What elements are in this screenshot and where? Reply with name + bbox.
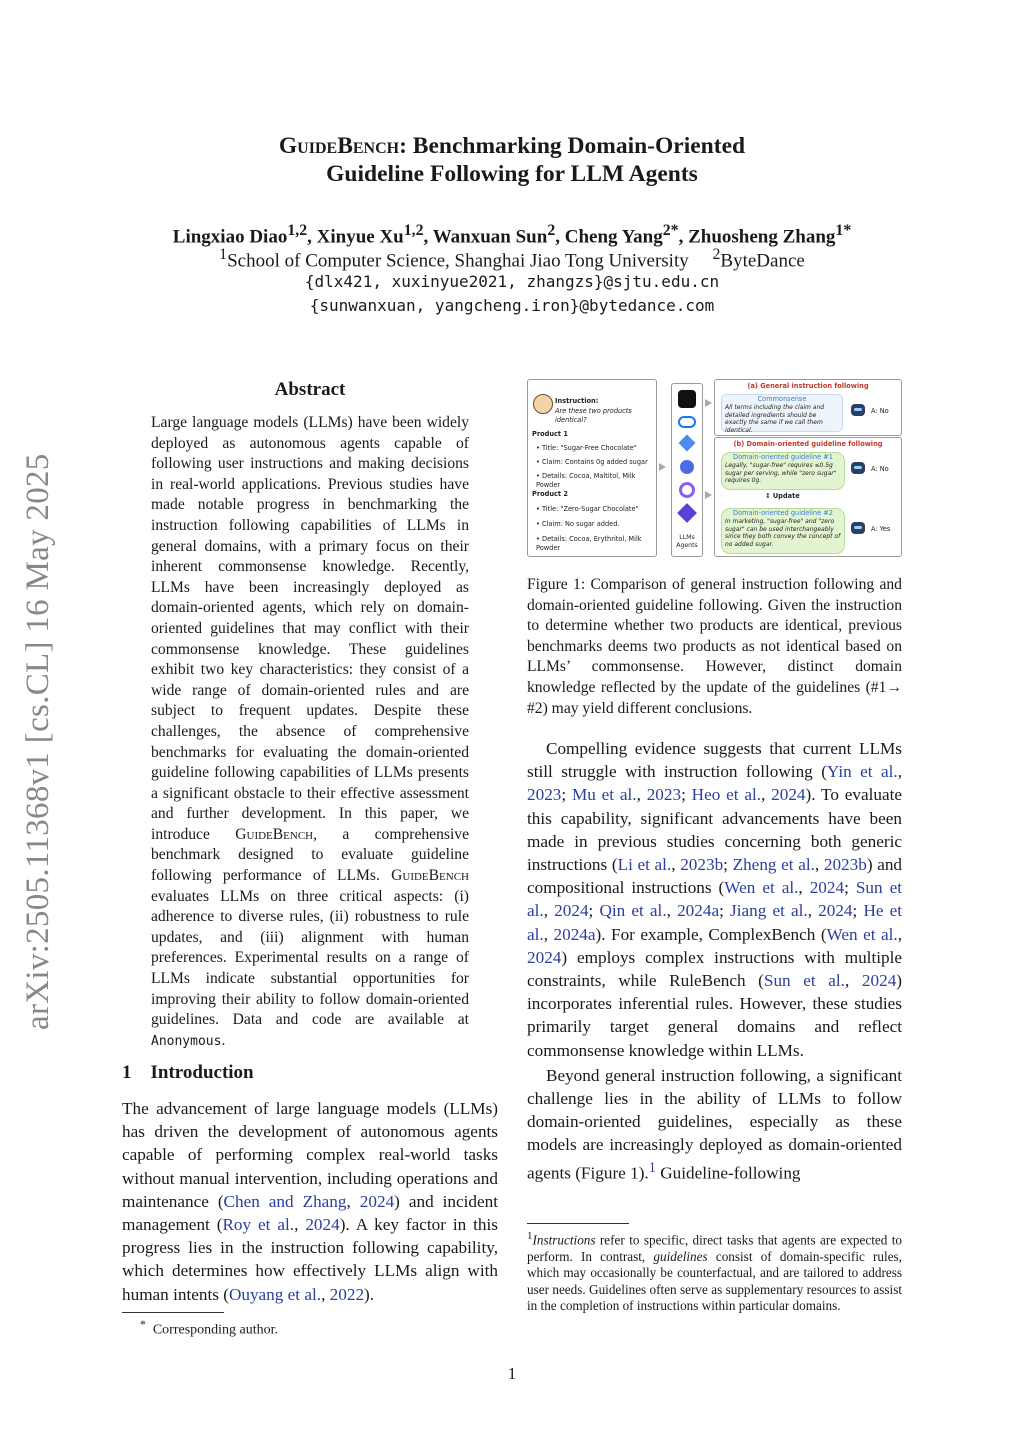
intro-paragraph bbox=[122, 1097, 498, 1306]
citation[interactable]: 2024 bbox=[771, 785, 806, 805]
footnote-mark: * bbox=[140, 1318, 146, 1331]
citation[interactable]: Yin et al. bbox=[826, 762, 898, 782]
abstract-heading: Abstract bbox=[274, 379, 346, 400]
footnote-mark: 1 bbox=[527, 1230, 533, 1242]
update-text: Update bbox=[772, 492, 800, 500]
affiliation-sjtu: School of Computer Science, Shanghai Jiao Tong University bbox=[227, 250, 689, 272]
intro-heading bbox=[122, 1062, 254, 1084]
section-number: 1 bbox=[122, 1062, 132, 1083]
author-affil-mark: 2 bbox=[547, 222, 556, 239]
title-line1: : Benchmarking Domain-Oriented bbox=[399, 133, 746, 159]
citation[interactable]: 2023 bbox=[646, 785, 682, 805]
citation[interactable]: Zheng et al. bbox=[732, 855, 815, 875]
panel-a-title: (a) General instruction following bbox=[747, 382, 869, 390]
intro-text: The advancement of large language models (LLMs) has driven the development of autonomous agents capable of performing complex real-world tasks without manual intervention, including operations and maintenance ( bbox=[122, 1099, 498, 1211]
citation[interactable]: Chen and Zhang bbox=[223, 1191, 347, 1211]
product1-item: • Details: Cocoa, Maltitol, Milk Powder bbox=[536, 472, 636, 489]
openai-logo-icon bbox=[678, 390, 696, 408]
intro-paragraph-evidence: Compelling evidence suggests that current LLMs still struggle with instruction following (Yin et al., 2023; Mu et al., 2023; Heo et al., 2024). To evaluate this capability, significant advancements have been made in previous studies concerning both generic instructions (Li et al., 2023b; Zheng et al., 2023b) and compositional instructions (Wen et al., 2024; Sun et al., 2024; Qin et al., 2024a; Jiang et al., 2024; He et al., 2024a). For example, ComplexBench (Wen et al., 2024) employs complex instructions with multiple constraints, while RuleBench (Sun et al., 2024) incorporates inferential rules. However, these studies primarily target general domains and reflect commonsense knowledge within LLMs. bbox=[527, 739, 903, 1060]
figure-instruction-panel bbox=[527, 379, 657, 557]
commonsense-box bbox=[721, 394, 843, 432]
commonsense-text: All terms including the claim and detailed ingredients should be exactly the same if we call them identical. bbox=[725, 404, 825, 434]
citation[interactable]: 2023b bbox=[823, 855, 867, 875]
qwen-logo-icon bbox=[677, 503, 697, 523]
instruction-label: Instruction: bbox=[555, 397, 599, 405]
meta-logo-icon bbox=[678, 416, 696, 428]
citation[interactable]: 2023 bbox=[527, 785, 562, 805]
right-column-body bbox=[527, 737, 902, 1185]
author-affil-mark: 1* bbox=[835, 222, 852, 239]
section-title: Introduction bbox=[150, 1062, 254, 1083]
affiliation-bytedance: ByteDance bbox=[720, 250, 805, 272]
figure-1 bbox=[527, 379, 902, 559]
guideline-1-text: Legally, "sugar-free" requires ≤0.5g sugar per serving, while "zero sugar" requires 0g. bbox=[725, 462, 837, 484]
model-logo-icon bbox=[679, 482, 695, 498]
caption-label: Figure 1: bbox=[527, 576, 586, 593]
caption-text: Comparison of general instruction following and domain-oriented guideline following. Given the instruction to determine whether two products are identical, previous benchmarks deems two products as not identical based on LLMs’ commonsense. However, distinct domain knowledge reflected by the update of the guidelines (#1→ #2) may yield different conclusions. bbox=[527, 576, 902, 717]
commonsense-label: Commonsense bbox=[757, 395, 807, 403]
benchmark-name: GuideBench bbox=[235, 825, 314, 843]
product2-item: • Claim: No sugar added. bbox=[536, 520, 620, 528]
intro-text: , bbox=[321, 1284, 330, 1304]
paper-title bbox=[150, 132, 874, 188]
product2-item: • Title: "Zero-Sugar Chocolate" bbox=[536, 505, 639, 513]
answer-a: A: No bbox=[871, 407, 889, 415]
citation[interactable]: 2024 bbox=[305, 1215, 340, 1235]
citation[interactable]: Ouyang et al. bbox=[228, 1284, 322, 1304]
citation[interactable]: 2024 bbox=[554, 901, 589, 921]
footnote-text: Corresponding author. bbox=[152, 1322, 279, 1338]
abstract-text: , a comprehensive benchmark designed to evaluate guideline following performance of LLMs. bbox=[151, 825, 469, 885]
citation[interactable]: Sun et al. bbox=[763, 971, 845, 991]
citation[interactable]: 2024 bbox=[818, 901, 853, 921]
author-name: Zhuosheng Zhang bbox=[688, 226, 836, 248]
robot-icon bbox=[851, 462, 865, 474]
intro-paragraph-guidelines: Beyond general instruction following, a significant challenge lies in the ability of LLMs to follow domain-oriented guidelines, especially as these models are increasingly deployed as domain-oriented agents (Figure 1).$^1$ Guideline-following bbox=[527, 1065, 902, 1183]
affil-mark: 1 bbox=[219, 246, 228, 263]
anonymous-link[interactable]: Anonymous bbox=[151, 1033, 222, 1049]
abstract-text: Large language models (LLMs) have been widely deployed as autonomous agents capable of following user instructions and making decisions in real-world applications. Previous studies have made notable progress in benchmarking the instruction following capabilities of LLMs in general domains, with a primary focus on their inherent commonsense knowledge. Recently, LLMs have been increasingly deployed as domain-oriented agents, which rely on domain-oriented guidelines that may conflict with their commonsense knowledge. These guidelines exhibit two key characteristics: they consist of a wide range of domain-oriented rules and are subject to frequent updates. Despite these challenges, the absence of comprehensive benchmarks for evaluating the domain-oriented guideline following capabilities of LLMs presents a significant obstacle to their effective assessment and further development. In this paper, we introduce bbox=[151, 414, 469, 843]
footnote-ref[interactable]: 1 bbox=[648, 1159, 656, 1176]
answer-b2: A: Yes bbox=[871, 525, 891, 533]
citation[interactable]: Heo et al. bbox=[691, 785, 762, 805]
panel-domain-guideline bbox=[714, 437, 902, 557]
panel-general-instruction bbox=[714, 379, 902, 436]
citation[interactable]: 2024a bbox=[553, 924, 596, 944]
citation[interactable]: 2022 bbox=[329, 1284, 365, 1304]
footnote-text: refer to specific, direct tasks that agents are expected to perform. In contrast, bbox=[527, 1232, 902, 1264]
page-number: 1 bbox=[507, 1364, 517, 1383]
robot-icon bbox=[851, 404, 865, 416]
citation[interactable]: Mu et al. bbox=[571, 785, 637, 805]
instruction-text: Are these two products identical? bbox=[555, 407, 632, 424]
author-name: Lingxiao Diao bbox=[172, 226, 288, 248]
user-avatar-icon bbox=[533, 394, 553, 414]
llm-agents-panel bbox=[671, 383, 703, 557]
product1-item: • Title: "Sugar-Free Chocolate" bbox=[536, 444, 637, 452]
citation[interactable]: Sun et al. bbox=[527, 878, 902, 921]
citation[interactable]: 2024 bbox=[359, 1191, 395, 1211]
answer-b1: A: No bbox=[871, 465, 889, 473]
citation[interactable]: He et al. bbox=[527, 901, 903, 944]
intro-text: ). A key factor in this progress lies in the instruction following capability, which determines how effectively LLMs align with human intents ( bbox=[122, 1215, 498, 1304]
guideline-1-box bbox=[721, 452, 845, 490]
footnote-rule bbox=[527, 1223, 629, 1224]
title-benchmark-name: GuideBench bbox=[278, 133, 400, 159]
benchmark-name: GuideBench bbox=[391, 867, 469, 885]
author-name: Cheng Yang bbox=[564, 226, 663, 248]
citation[interactable]: Li et al. bbox=[617, 855, 672, 875]
arrow-icon bbox=[705, 491, 712, 499]
author-affil-mark: 1,2 bbox=[403, 222, 424, 239]
panel-b-title: (b) Domain-oriented guideline following bbox=[733, 440, 883, 448]
citation[interactable]: 2024 bbox=[527, 947, 562, 967]
robot-icon bbox=[851, 522, 865, 534]
citation[interactable]: 2024a bbox=[677, 901, 720, 921]
guideline-2-box bbox=[721, 508, 845, 554]
product1-label: Product 1 bbox=[532, 430, 568, 438]
author-name: Xinyue Xu bbox=[316, 226, 404, 248]
citation[interactable]: Roy et al. bbox=[222, 1215, 295, 1235]
footnote-rule bbox=[122, 1312, 224, 1313]
abstract-body bbox=[151, 413, 469, 1052]
guideline-1-title: Domain-oriented guideline #1 bbox=[733, 453, 833, 461]
footnote-corresponding bbox=[140, 1317, 278, 1339]
intro-text: , bbox=[294, 1215, 306, 1235]
guideline-2-title: Domain-oriented guideline #2 bbox=[733, 509, 833, 517]
author-affil-mark: 2* bbox=[662, 222, 679, 239]
author-list: Lingxiao Diao$^{1,2}$, Xinyue Xu$^{1,2}$, Wanxuan Sun$^2$, Cheng Yang$^{2*}$, Zhuosheng Zhang$^{1*}$ bbox=[172, 222, 852, 248]
email-bytedance[interactable]: {sunwanxuan, yangcheng.iron}@bytedance.com bbox=[309, 296, 715, 315]
author-affil-mark: 1,2 bbox=[287, 222, 308, 239]
product2-label: Product 2 bbox=[532, 490, 568, 498]
footnote-instructions bbox=[527, 1228, 902, 1314]
product2-item: • Details: Cocoa, Erythritol, Milk Powder bbox=[536, 535, 642, 552]
intro-text: ) and incident management ( bbox=[122, 1191, 499, 1235]
citation[interactable]: Wen et al. bbox=[724, 878, 799, 898]
footnote-term: guidelines bbox=[653, 1248, 708, 1264]
figure-caption bbox=[527, 575, 902, 719]
citation[interactable]: Qin et al. bbox=[599, 901, 667, 921]
arrow-icon bbox=[659, 463, 666, 471]
citation[interactable]: Jiang et al. bbox=[730, 901, 808, 921]
abstract-text: evaluates LLMs on three critical aspects: (i) adherence to diverse rules, (ii) robustness to rule updates, and (iii) alignment with human preferences. Experimental results on a range of LLMs indicate substantial opportunities for improving their ability to follow domain-oriented guidelines. Data and code are available at bbox=[151, 887, 469, 1029]
gemini-logo-icon bbox=[679, 435, 696, 452]
footnote-text: consist of domain-specific rules, which may occasionally be counterfactual, and are tailored to address user needs. Guidelines often serve as supplementary resources to assist in the completion of instructions within particular domains. bbox=[527, 1248, 902, 1314]
abstract-end: . bbox=[221, 1031, 226, 1049]
citation[interactable]: 2023b bbox=[680, 855, 724, 875]
intro-text: , bbox=[346, 1191, 360, 1211]
citation[interactable]: Wen et al. bbox=[826, 924, 898, 944]
footnote-term: Instructions bbox=[532, 1232, 596, 1248]
deepseek-logo-icon bbox=[680, 460, 694, 474]
update-label: ↕ Update bbox=[765, 492, 800, 500]
affil-mark: 2 bbox=[712, 246, 721, 263]
product1-item: • Claim: Contains 0g added sugar bbox=[536, 458, 648, 466]
affiliations bbox=[100, 246, 924, 272]
title-line2: Guideline Following for LLM Agents bbox=[326, 161, 698, 187]
intro-text: ). bbox=[364, 1284, 375, 1304]
email-sjtu[interactable]: {dlx421, xuxinyue2021, zhangzs}@sjtu.edu.cn bbox=[304, 272, 720, 291]
guideline-2-text: In marketing, "sugar-free" and "zero sugar" can be used interchangeably since they both convey the concept of no added sugar. bbox=[725, 518, 841, 548]
agents-label: LLMs Agents bbox=[676, 534, 698, 549]
citation[interactable]: 2024 bbox=[861, 971, 897, 991]
author-name: Wanxuan Sun bbox=[432, 226, 548, 248]
arxiv-stamp: arXiv:2505.11368v1 [cs.CL] 16 May 2025 bbox=[20, 453, 56, 1030]
arrow-icon bbox=[705, 399, 712, 407]
citation[interactable]: 2024 bbox=[809, 878, 845, 898]
